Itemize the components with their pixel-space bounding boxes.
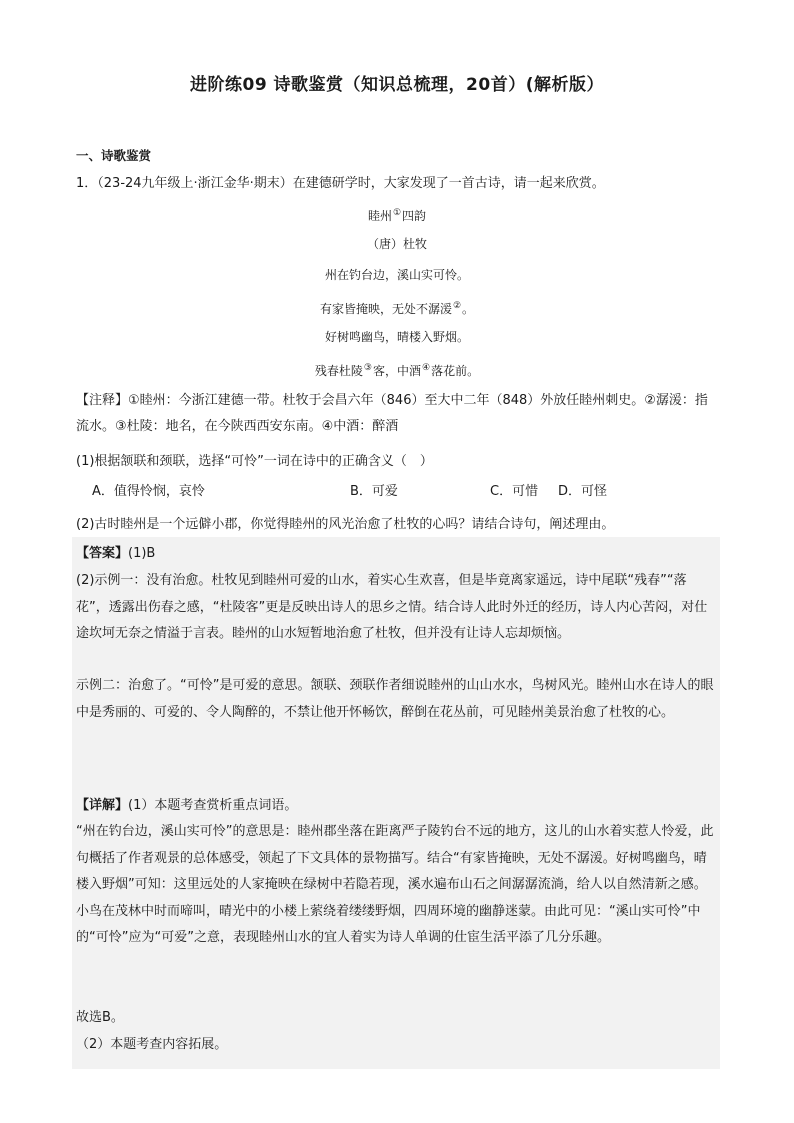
- poem-line-2-end: 。: [462, 302, 475, 316]
- sub-question-2: (2)古时睦州是一个远僻小郡，你觉得睦州的风光治愈了杜牧的心吗？请结合诗句，阐述理由。: [76, 517, 615, 532]
- detail-q2-intro: （2）本题考查内容拓展。: [76, 1037, 228, 1052]
- poem: [0, 203, 794, 389]
- question-intro: 1．（23-24九年级上·浙江金华·期末）在建德研学时，大家发现了一首古诗，请一起来欣赏。: [76, 176, 605, 191]
- option-c: C．可惜: [490, 484, 539, 499]
- poem-notes: 【注释】①睦州：今浙江建德一带。杜牧于会昌六年（846）至大中二年（848）外放任睦州刺史。②潺湲：指流水。③杜陵：地名，在今陕西西安东南。④中酒：醉酒: [76, 393, 708, 434]
- poem-line-4: [0, 358, 794, 389]
- detail-line: [76, 793, 716, 820]
- footnote-mark: ②: [452, 301, 462, 311]
- poem-title-text: 睦州: [367, 209, 392, 223]
- footnote-mark: ③: [363, 363, 372, 373]
- poem-line-4-end: 落花前。: [431, 364, 480, 378]
- poem-title: [0, 203, 794, 234]
- detail-choice: 故选B。: [76, 1010, 124, 1025]
- answer-example-1: (2)示例一：没有治愈。杜牧见到睦州可爱的山水，着实心生欢喜，但是毕竟离家遥远，诗中尾联“残春”“落花”，透露出伤春之感，“杜陵客”更是反映出诗人的思乡之情。结合诗人此时外迁的经历，诗人内心苦闷，对仕途坎坷无奈之情溢于言表。睦州的山水短暂地治愈了杜牧，但并没有让诗人忘却烦恼。: [76, 573, 708, 641]
- answer-line: [76, 541, 716, 568]
- poem-line-2-text: 有家皆掩映，无处不潺湲: [319, 302, 452, 316]
- poem-line-4-text: 残春杜陵: [314, 364, 363, 378]
- poem-line-1: 州在钓台边，溪山实可怜。: [324, 268, 469, 282]
- footnote-mark: ④: [422, 363, 431, 373]
- section-heading: 一、诗歌鉴赏: [76, 148, 152, 163]
- answer-example-2: 示例二：治愈了。“可怜”是可爱的意思。颔联、颈联作者细说睦州的山山水水，鸟树风光。睦州山水在诗人的眼中是秀丽的、可爱的、令人陶醉的，不禁让他开怀畅饮，醉倒在花丛前，可见睦州美景治愈了杜牧的心。: [76, 678, 714, 720]
- poem-line-2: [0, 296, 794, 327]
- answer-label: 【答案】: [76, 546, 129, 561]
- poem-line-3: 好树鸣幽鸟，晴楼入野烟。: [324, 330, 469, 344]
- detail-analysis: “州在钓台边，溪山实可怜”的意思是：睦州郡坐落在距离严子陵钓台不远的地方，这儿的山水着实惹人怜爱，此句概括了作者观景的总体感受，领起了下文具体的景物描写。结合“有家皆掩映，无处不潺湲。好树鸣幽鸟，晴楼入野烟”可知：这里远处的人家掩映在绿树中若隐若现，溪水遍布山石之间潺潺流淌，给人以自然清新之感。小鸟在茂林中时而啼叫，晴光中的小楼上萦绕着缕缕野烟，四周环境的幽静迷蒙。由此可见：“溪山实可怜”中的“可怜”应为“可爱”之意，表现睦州山水的宜人着实为诗人单调的仕宦生活平添了几分乐趣。: [76, 824, 714, 945]
- poem-author: （唐）杜牧: [366, 237, 427, 251]
- option-a: A．值得怜悯，哀怜: [92, 484, 205, 499]
- answer-panel: [72, 537, 720, 1069]
- answer-value: (1)B: [128, 546, 156, 561]
- poem-line-4-mid: 客，中酒: [372, 364, 421, 378]
- footnote-mark: ①: [392, 208, 402, 218]
- detail-label: 【详解】: [76, 798, 129, 813]
- detail-intro: (1）本题考查赏析重点词语。: [128, 798, 298, 813]
- page-title: 进阶练09 诗歌鉴赏（知识总梳理，20首）(解析版）: [189, 75, 604, 95]
- option-d: D．可怪: [558, 484, 608, 499]
- poem-title-text-2: 四韵: [402, 209, 427, 223]
- option-b: B．可爱: [350, 484, 398, 499]
- sub-question-1: (1)根据颔联和颈联，选择“可怜”一词在诗中的正确含义（ ）: [76, 454, 433, 469]
